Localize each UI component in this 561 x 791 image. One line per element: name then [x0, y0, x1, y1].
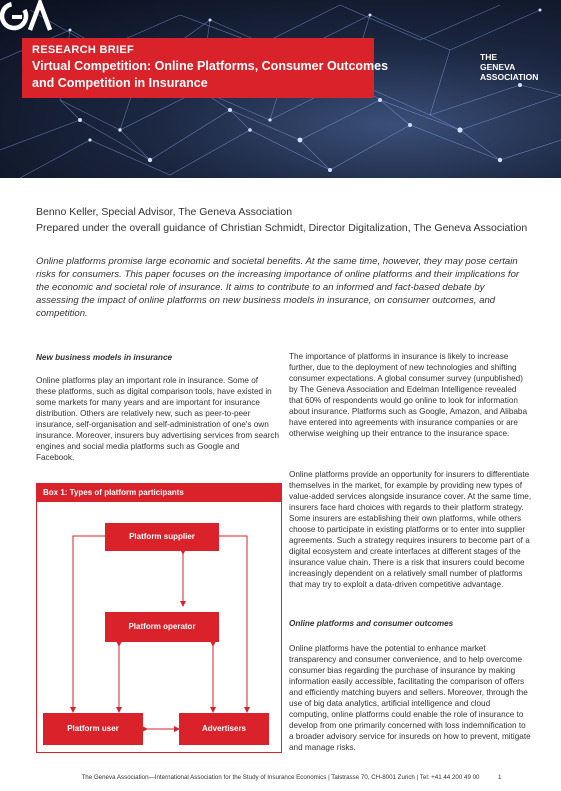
- arrow-supplier-advertisers: [219, 536, 247, 710]
- node-advertisers: Advertisers: [179, 713, 269, 745]
- doc-title-line1: Virtual Competition: Online Platforms, Consumer Outcomes: [32, 59, 389, 73]
- box-title: Box 1: Types of platform participants: [37, 484, 281, 502]
- abstract: Online platforms promise large economic and societal benefits. At the same time, however, they may pose certain risks for consumers. This paper focuses on the increasing importance of online platforms and their implications for the economic and societal role of insurance. It aims to contribute to an informed and fact-based debate by assessing the impact of online platforms on new business models in insurance, on consumer outcomes, and competition.: [36, 256, 520, 319]
- logo-wordmark: THE GENEVA ASSOCIATION: [480, 52, 539, 82]
- arrow-supplier-user: [73, 536, 105, 710]
- right-paragraph-2: Online platforms provide an opportunity for insurers to differentiate themselves in the market, for example by providing new types of value-added services alongside insurance cover. At the same time, insurers face hard choices with regards to their platform strategy. Some insurers are establishing their own platforms, while others choose to participate in existing platforms or to enter into supplier agreements. Such a strategy requires insurers to become part of a digital ecosystem and create interfaces at different stages of the insurance value chain. There is a risk that insurers could become increasingly dependent on a relatively small number of platforms that may try to exploit a data-driven competitive advantage.: [289, 470, 532, 589]
- footer-address: The Geneva Association—International Association for the Study of Insurance Economics | Talstrasse 70, CH-8001 Zurich | Tel: +41 44 200 49 00: [81, 774, 480, 781]
- doc-type-label: RESEARCH BRIEF: [32, 44, 134, 56]
- right-paragraph-1: The importance of platforms in insurance is likely to increase further, due to the deployment of new technologies and shifting consumer expectations. A global consumer survey (unpublished) by The Geneva Association and Edelman Intelligence revealed that 60% of respondents would go online to look for information about insurance. Platforms such as Google, Amazon, and Alibaba have entered into agreements with insurance companies or are otherwise weighing up their entrance to the insurance space.: [289, 352, 528, 438]
- hero-image: [0, 0, 561, 178]
- doc-title-line2: and Competition in Insurance: [32, 76, 208, 90]
- geneva-association-logo: [0, 0, 52, 32]
- prepared-line: Prepared under the overall guidance of Christian Schmidt, Director Digitalization, The Geneva Association: [36, 222, 528, 234]
- box-platform-participants: [36, 483, 282, 753]
- left-paragraph: Online platforms play an important role in insurance. Some of these platforms, such as digital comparison tools, have existed in some markets for many years and are important for insurance distribution. Others are relatively new, such as peer-to-peer insurance, self-organisation and self-administration of one's own insurance. Moreover, insurers buy advertising services from search engines and social media platforms such as Google and Facebook.: [36, 376, 279, 462]
- node-platform-supplier: Platform supplier: [105, 523, 219, 551]
- author-line: Benno Keller, Special Advisor, The Geneva Association: [36, 206, 293, 218]
- node-platform-operator: Platform operator: [105, 612, 219, 642]
- page-number: 1: [498, 774, 502, 781]
- right-paragraph-3: Online platforms have the potential to enhance market transparency and consumer convenience, and to help overcome consumer bias regarding the purchase of insurance by making information easily accessible, facilitating the comparison of offers and efficiently matching buyers and sellers. Moreover, through the use of big data analytics, artificial intelligence and cloud computing, online platforms could enable the role of insurance to develop from one primarily concerned with loss indemnification to a broader advisory service for insureds on how to prevent, mitigate and manage risks.: [289, 644, 531, 752]
- section-heading-new-business: New business models in insurance: [36, 353, 173, 362]
- title-banner: [22, 38, 389, 98]
- node-platform-user: Platform user: [43, 713, 143, 745]
- section-heading-consumer-outcomes: Online platforms and consumer outcomes: [289, 619, 454, 628]
